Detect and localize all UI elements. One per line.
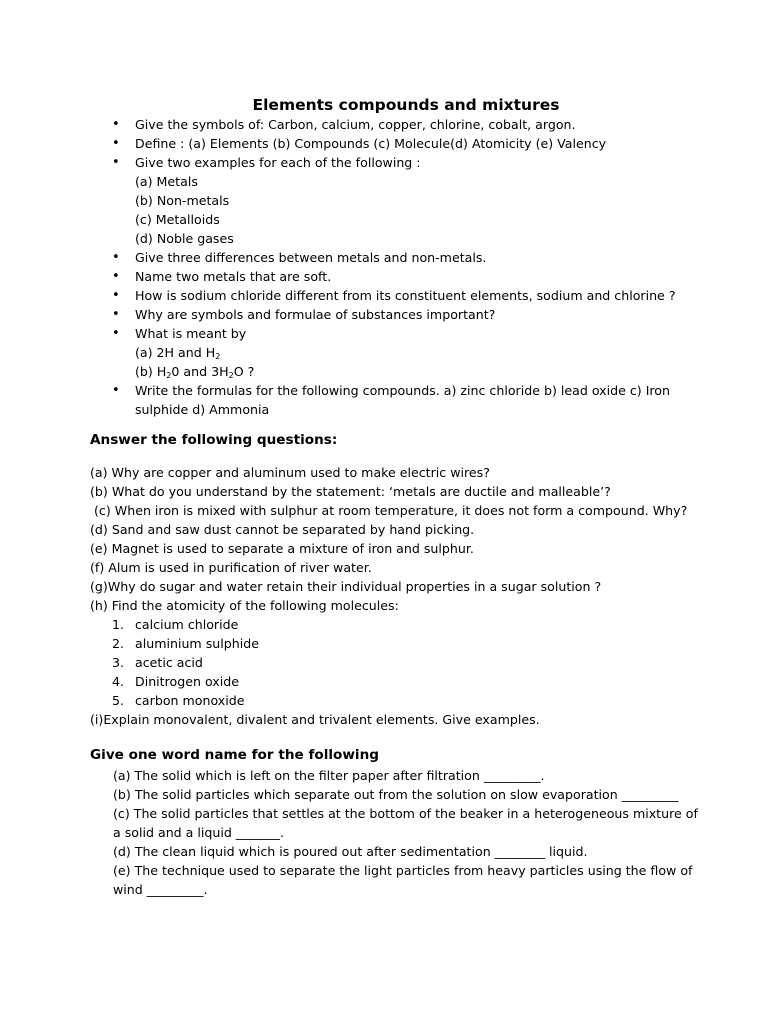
item-text: Define : (a) Elements (b) Compounds (c) Molecule(d) Atomicity (e) Valency bbox=[135, 136, 607, 151]
question-i: (i)Explain monovalent, divalent and trivalent elements. Give examples. bbox=[90, 712, 540, 727]
item-text: (d) Noble gases bbox=[135, 231, 234, 246]
bullet-list bbox=[110, 115, 710, 419]
question-g: (g)Why do sugar and water retain their individual properties in a sugar solution ? bbox=[90, 579, 602, 594]
oneword-e: (e) The technique used to separate the light particles from heavy particles using the flow of bbox=[113, 863, 693, 878]
item-text: Write the formulas for the following compounds. a) zinc chloride b) lead oxide c) Iron bbox=[135, 383, 670, 398]
question-b: (b) What do you understand by the statement: ‘metals are ductile and malleable’? bbox=[90, 484, 611, 499]
list-item bbox=[110, 267, 710, 286]
item-number: 3. bbox=[112, 655, 125, 670]
item-number: 5. bbox=[112, 693, 125, 708]
molecule-item bbox=[90, 653, 730, 672]
sub-item bbox=[110, 229, 710, 248]
item-text: acetic acid bbox=[135, 655, 203, 670]
item-text: Give three differences between metals and non-metals. bbox=[135, 250, 487, 265]
subscript: 2 bbox=[215, 352, 221, 361]
item-text: 0 and 3H bbox=[171, 364, 229, 379]
question-c bbox=[90, 501, 730, 520]
oneword-d: (d) The clean liquid which is poured out after sedimentation ________ liquid. bbox=[113, 844, 588, 859]
list-item bbox=[110, 153, 710, 172]
item-text: Name two metals that are soft. bbox=[135, 269, 332, 284]
item-text: (a) 2H and H bbox=[135, 345, 216, 360]
oneword-c-continuation: a solid and a liquid _______. bbox=[113, 825, 284, 840]
oneword-c: (c) The solid particles that settles at the bottom of the beaker in a heterogeneous mixture of bbox=[113, 806, 698, 821]
molecule-item bbox=[90, 672, 730, 691]
item-text: (b) H bbox=[135, 364, 167, 379]
item-text: (c) Metalloids bbox=[135, 212, 220, 227]
item-text: calcium chloride bbox=[135, 617, 239, 632]
item-text: O ? bbox=[233, 364, 255, 379]
list-item bbox=[110, 115, 710, 134]
sub-item bbox=[110, 210, 710, 229]
item-text: What is meant by bbox=[135, 326, 247, 341]
list-item bbox=[110, 248, 710, 267]
oneword-list bbox=[113, 766, 713, 899]
sub-item bbox=[110, 191, 710, 210]
oneword-heading: Give one word name for the following bbox=[90, 747, 379, 763]
item-text: (a) Metals bbox=[135, 174, 198, 189]
item-text: Why are symbols and formulae of substances important? bbox=[135, 307, 496, 322]
item-text: Dinitrogen oxide bbox=[135, 674, 239, 689]
list-item-continuation bbox=[110, 400, 710, 419]
item-text: Give two examples for each of the following : bbox=[135, 155, 421, 170]
sub-item bbox=[110, 172, 710, 191]
item-number: 1. bbox=[112, 617, 125, 632]
sub-item bbox=[110, 362, 710, 381]
molecule-item bbox=[90, 691, 730, 710]
item-text: carbon monoxide bbox=[135, 693, 245, 708]
question-c-text: (c) When iron is mixed with sulphur at room temperature, it does not form a compound. Why? bbox=[90, 503, 688, 518]
item-text: (b) Non-metals bbox=[135, 193, 230, 208]
molecule-item bbox=[90, 634, 730, 653]
item-number: 2. bbox=[112, 636, 125, 651]
subscript: 2 bbox=[166, 371, 172, 380]
item-text: How is sodium chloride different from its constituent elements, sodium and chlorine ? bbox=[135, 288, 676, 303]
oneword-e-continuation: wind _________. bbox=[113, 882, 208, 897]
molecule-item bbox=[90, 615, 730, 634]
oneword-a: (a) The solid which is left on the filter paper after filtration _________. bbox=[113, 768, 545, 783]
question-list bbox=[90, 463, 730, 729]
item-text: aluminium sulphide bbox=[135, 636, 259, 651]
list-item bbox=[110, 286, 710, 305]
oneword-b: (b) The solid particles which separate out from the solution on slow evaporation _________ bbox=[113, 787, 679, 802]
page-title: Elements compounds and mixtures bbox=[252, 96, 560, 114]
question-h: (h) Find the atomicity of the following molecules: bbox=[90, 598, 399, 613]
question-a: (a) Why are copper and aluminum used to make electric wires? bbox=[90, 465, 490, 480]
list-item bbox=[110, 381, 710, 400]
subscript: 2 bbox=[228, 371, 234, 380]
answer-heading: Answer the following questions: bbox=[90, 432, 338, 448]
list-item bbox=[110, 134, 710, 153]
item-number: 4. bbox=[112, 674, 125, 689]
list-item bbox=[110, 324, 710, 343]
sub-item bbox=[110, 343, 710, 362]
question-f: (f) Alum is used in purification of river water. bbox=[90, 560, 372, 575]
question-d: (d) Sand and saw dust cannot be separated by hand picking. bbox=[90, 522, 475, 537]
list-item bbox=[110, 305, 710, 324]
item-text: Give the symbols of: Carbon, calcium, copper, chlorine, cobalt, argon. bbox=[135, 117, 576, 132]
item-text: sulphide d) Ammonia bbox=[135, 402, 270, 417]
question-e: (e) Magnet is used to separate a mixture of iron and sulphur. bbox=[90, 541, 474, 556]
